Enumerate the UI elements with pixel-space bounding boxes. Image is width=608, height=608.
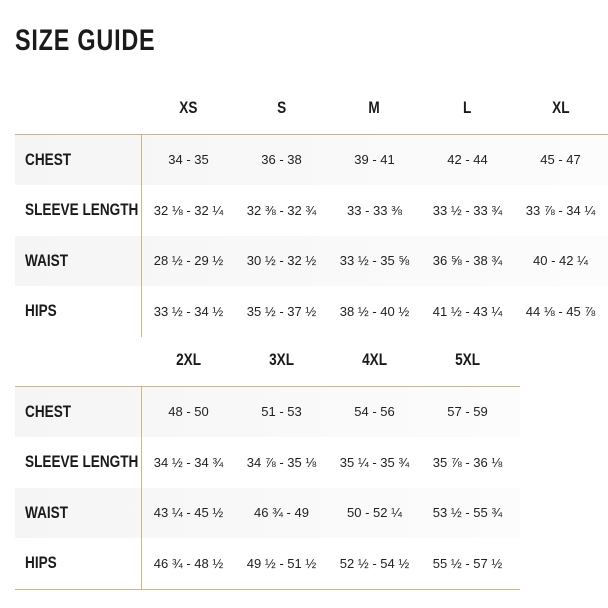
table-row	[15, 286, 608, 337]
size-header: 5XL	[455, 350, 480, 370]
size-header: 4XL	[362, 350, 387, 370]
size-header: XL	[551, 98, 570, 118]
row-label: CHEST	[15, 387, 142, 438]
row-label: SLEEVE LENGTH	[15, 185, 142, 236]
table-row	[15, 488, 520, 539]
row-label: WAIST	[15, 488, 142, 539]
row-label: SLEEVE LENGTH	[15, 437, 142, 488]
measurement-cell: 42 - 44	[447, 152, 488, 168]
header-row	[15, 335, 520, 386]
measurement-cell: 34 - 35	[168, 152, 209, 168]
measurement-cell: 41 ½ - 43 ¼	[432, 303, 503, 319]
measurement-cell: 33 ½ - 34 ½	[153, 303, 224, 319]
size-table-small	[15, 83, 608, 337]
measurement-cell: 33 - 33 ⅜	[347, 202, 402, 218]
measurement-cell: 50 - 52 ¼	[347, 505, 402, 521]
measurement-cell: 52 ½ - 54 ½	[339, 555, 410, 571]
header-row	[15, 83, 608, 134]
table-row	[15, 437, 520, 488]
measurement-cell: 43 ¼ - 45 ½	[153, 505, 224, 521]
measurement-cell: 48 - 50	[168, 404, 209, 420]
row-label: WAIST	[15, 236, 142, 287]
size-header: 3XL	[269, 350, 294, 370]
measurement-cell: 28 ½ - 29 ½	[153, 253, 224, 269]
row-label: HIPS	[15, 286, 142, 337]
measurement-cell: 38 ½ - 40 ½	[339, 303, 410, 319]
measurement-cell: 35 ¼ - 35 ¾	[339, 454, 410, 470]
measurement-cell: 36 ⅝ - 38 ¾	[432, 253, 503, 269]
measurement-cell: 53 ½ - 55 ¾	[432, 505, 503, 521]
measurement-cell: 36 - 38	[261, 152, 302, 168]
measurement-cell: 46 ¾ - 49	[254, 505, 309, 521]
measurement-cell: 57 - 59	[447, 404, 488, 420]
size-header: XS	[179, 98, 198, 118]
page-title: SIZE GUIDE	[15, 24, 156, 57]
measurement-cell: 39 - 41	[354, 152, 395, 168]
size-table-large	[15, 335, 520, 590]
measurement-cell: 51 - 53	[261, 404, 302, 420]
measurement-cell: 30 ½ - 32 ½	[246, 253, 317, 269]
measurement-cell: 33 ⅞ - 34 ¼	[525, 202, 596, 218]
table-bottom-border	[15, 589, 520, 590]
measurement-cell: 45 - 47	[540, 152, 581, 168]
measurement-cell: 34 ½ - 34 ¾	[153, 454, 224, 470]
measurement-cell: 34 ⅞ - 35 ⅛	[246, 454, 317, 470]
measurement-cell: 35 ½ - 37 ½	[246, 303, 317, 319]
row-label: HIPS	[15, 538, 142, 589]
size-header: S	[276, 98, 287, 118]
table-row	[15, 236, 608, 287]
measurement-cell: 32 ⅜ - 32 ¾	[246, 202, 317, 218]
measurement-cell: 55 ½ - 57 ½	[432, 555, 503, 571]
table-row	[15, 387, 520, 438]
size-header: 2XL	[176, 350, 201, 370]
table-row	[15, 185, 608, 236]
size-header: L	[463, 98, 472, 118]
measurement-cell: 54 - 56	[354, 404, 395, 420]
measurement-cell: 32 ⅛ - 32 ¼	[153, 202, 224, 218]
measurement-cell: 49 ½ - 51 ½	[246, 555, 317, 571]
size-header: M	[368, 98, 381, 118]
measurement-cell: 33 ½ - 33 ¾	[432, 202, 503, 218]
measurement-cell: 44 ⅛ - 45 ⅞	[525, 303, 596, 319]
measurement-cell: 33 ½ - 35 ⅝	[339, 253, 410, 269]
table-row	[15, 538, 520, 589]
table-row	[15, 135, 608, 186]
row-label: CHEST	[15, 135, 142, 186]
measurement-cell: 35 ⅞ - 36 ⅛	[432, 454, 503, 470]
measurement-cell: 46 ¾ - 48 ½	[153, 555, 224, 571]
measurement-cell: 40 - 42 ¼	[533, 253, 588, 269]
